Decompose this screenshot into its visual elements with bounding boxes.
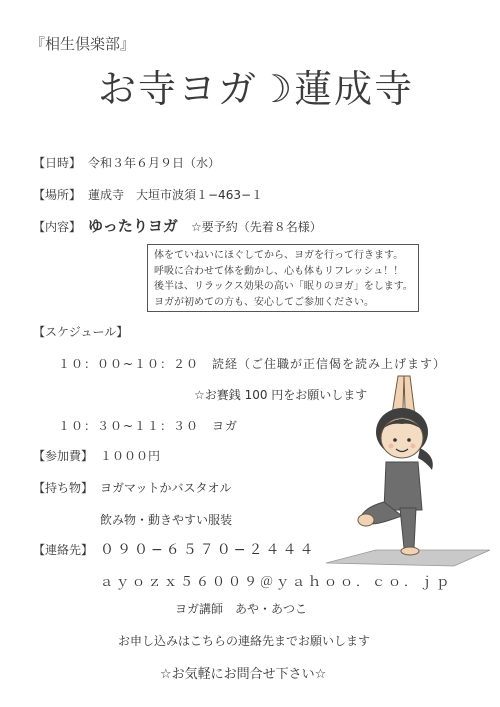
contact-phone: ０９０−６５７０−２４４４ [100,542,317,558]
contact-label: 【連絡先】 [33,543,94,557]
date-label: 【日時】 [33,156,82,170]
items-value-mat: ヨガマットかバスタオル [100,481,232,495]
closing-message: ☆お気軽にお問合せ下さい☆ [160,667,327,682]
yoga-tree-pose-illustration [314,370,490,575]
description-box [147,244,419,312]
club-name: 『相生倶楽部』 [30,35,136,53]
schedule-label: 【スケジュール】 [33,325,129,339]
content-label: 【内容】 [33,220,82,234]
description-line: 呼吸に合わせて体を動かし、心も体もリフレッシュ！！ [154,265,404,277]
contact-email: ａｙｏｚｘ５６００９＠ｙａｈｏｏ．ｃｏ．ｊｐ [100,575,453,590]
page-title: お寺ヨガ☽蓮成寺 [98,67,415,111]
schedule-item-sutra: １０：００~１０：２０ 読経（ご住職が正信偈を読み上げます） [58,357,447,371]
content-value: ゆったりヨガ [88,217,178,235]
date-value: 令和３年６月９日（水） [88,156,221,170]
items-value-clothes: 飲み物・動きやすい服装 [100,513,233,527]
description-line: 体をていねいにほぐしてから、ヨガを行って行きます。 [154,250,404,261]
reservation-note: ☆要予約（先着８名様） [191,220,322,234]
instructor-name: ヨガ講師 あや・あつこ [175,602,308,616]
description-line: 後半は、リラックス効果の高い「眠りのヨガ」をします。 [154,281,413,292]
place-label: 【場所】 [33,188,82,202]
fee-label: 【参加費】 [33,449,94,463]
place-value: 蓮成寺 大垣市波須１−463−１ [88,188,264,202]
offering-note: ☆お賽銭 100 円をお願いします [194,388,368,402]
items-label: 【持ち物】 [33,481,94,495]
description-line: ヨガが初めての方も、安心してご参加ください。 [154,296,374,308]
apply-note: お申し込みはこちらの連絡先までお願いします [118,634,371,648]
fee-value: １０００円 [100,449,161,463]
schedule-item-yoga: １０：３０~１１：３０ ヨガ [58,419,239,433]
